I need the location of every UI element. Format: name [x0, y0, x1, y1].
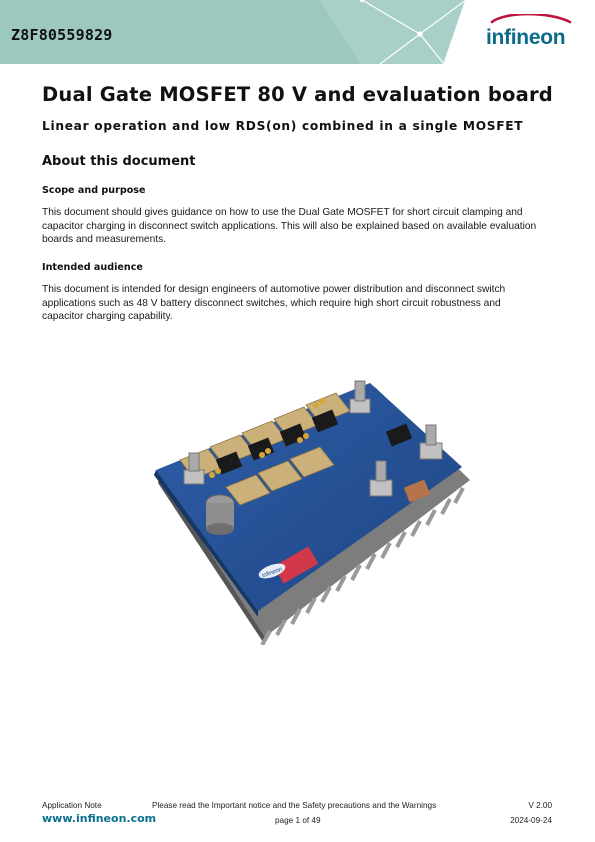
audience-heading: Intended audience	[42, 262, 143, 273]
header-band	[0, 0, 595, 64]
evaluation-board-photo	[150, 375, 480, 645]
footer-notice: Please read the Important notice and the Safety precautions and the Warnings	[152, 801, 437, 810]
page-subtitle: Linear operation and low RDS(on) combined in a single MOSFET	[42, 119, 524, 133]
scope-line: This document should gives guidance on how to use the Dual Gate MOSFET for short circuit clamping and	[42, 207, 523, 218]
audience-paragraph	[42, 283, 554, 324]
scope-line: boards and measurements.	[42, 234, 167, 246]
audience-line: capacitor charging capability.	[42, 311, 173, 323]
audience-line: This document is intended for design engineers of automotive power distribution and disconnect switch	[42, 284, 506, 295]
audience-line: applications such as 48 V battery disconnect switches, which require high short circuit robustness and	[42, 297, 501, 309]
scope-paragraph	[42, 206, 554, 247]
board-logo: infineon	[261, 566, 284, 580]
footer-website-link[interactable]: www.infineon.com	[42, 812, 157, 825]
infineon-logo	[478, 14, 582, 60]
scope-heading: Scope and purpose	[42, 185, 146, 196]
footer-doc-type: Application Note	[42, 801, 102, 810]
document-id: Z8F80559829	[11, 26, 113, 44]
footer-page-number: page 1 of 49	[275, 816, 321, 825]
footer-version: V 2.00	[528, 801, 552, 810]
footer-date: 2024-09-24	[510, 816, 552, 825]
page-title: Dual Gate MOSFET 80 V and evaluation board	[42, 83, 553, 106]
logo-wordmark: infineon	[486, 26, 566, 49]
about-heading: About this document	[42, 154, 196, 169]
page-footer	[0, 798, 595, 838]
scope-line: capacitor charging in disconnect switch applications. This will also be explained based on available evaluation	[42, 220, 537, 232]
